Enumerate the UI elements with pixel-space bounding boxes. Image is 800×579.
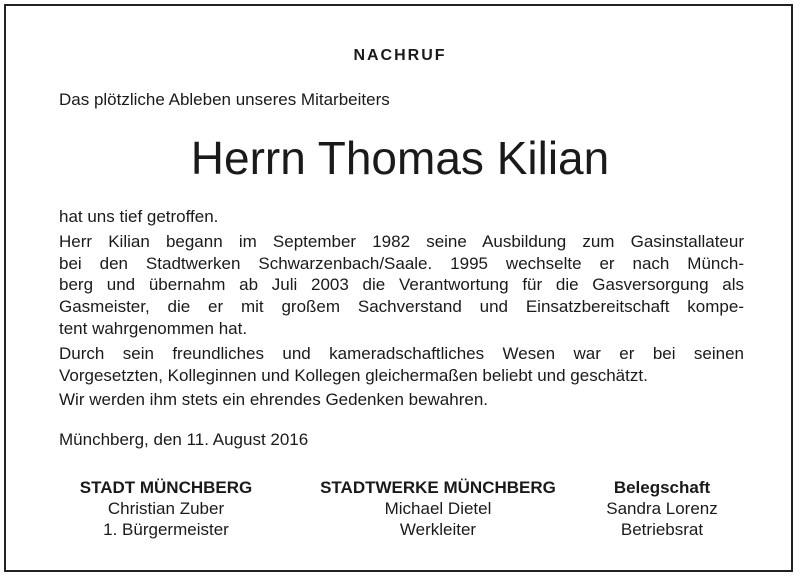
place-date: Münchberg, den 11. August 2016	[59, 430, 309, 449]
signature-role: Werkleiter	[399, 520, 477, 539]
career-line: tent wahrgenommen hat.	[59, 318, 248, 338]
signature-utilities	[296, 477, 580, 540]
opening-line: hat uns tief getroffen.	[59, 207, 219, 226]
career-line: bei den Stadtwerken Schwarzenbach/Saale. 1995 wechselte er nach Münch-	[59, 253, 744, 273]
signature-role: Betriebsrat	[620, 520, 704, 539]
character-line: Durch sein freundliches und kameradschaftliches Wesen war er bei seinen	[59, 343, 744, 363]
notice-heading: NACHRUF	[353, 47, 447, 64]
career-paragraph	[59, 231, 744, 340]
signature-org: STADTWERKE MÜNCHBERG	[320, 478, 556, 497]
signature-name: Christian Zuber	[107, 499, 225, 518]
career-line: Herr Kilian begann im September 1982 seine Ausbildung zum Gasinstallateur	[59, 231, 744, 251]
signature-name: Sandra Lorenz	[606, 499, 718, 518]
intro-text: Das plötzliche Ableben unseres Mitarbeiters	[59, 90, 390, 109]
career-line: berg und übernahm ab Juli 2003 die Verantwortung für die Gasversorgung als	[59, 275, 744, 295]
signature-city	[60, 477, 272, 540]
notice-body	[59, 206, 744, 411]
signature-role: 1. Bürgermeister	[103, 520, 229, 539]
character-paragraph	[59, 343, 744, 387]
character-line: Vorgesetzten, Kolleginnen und Kollegen gleichermaßen beliebt und geschätzt.	[59, 365, 648, 385]
deceased-name: Herrn Thomas Kilian	[190, 132, 610, 184]
career-line: Gasmeister, die er mit großem Sachverstand und Einsatzbereitschaft kompe-	[59, 297, 744, 317]
signature-staff	[592, 477, 732, 540]
signature-org: Belegschaft	[613, 478, 711, 497]
closing-line: Wir werden ihm stets ein ehrendes Gedenken bewahren.	[59, 390, 489, 410]
signature-name: Michael Dietel	[384, 499, 492, 518]
signature-org: STADT MÜNCHBERG	[79, 478, 253, 497]
